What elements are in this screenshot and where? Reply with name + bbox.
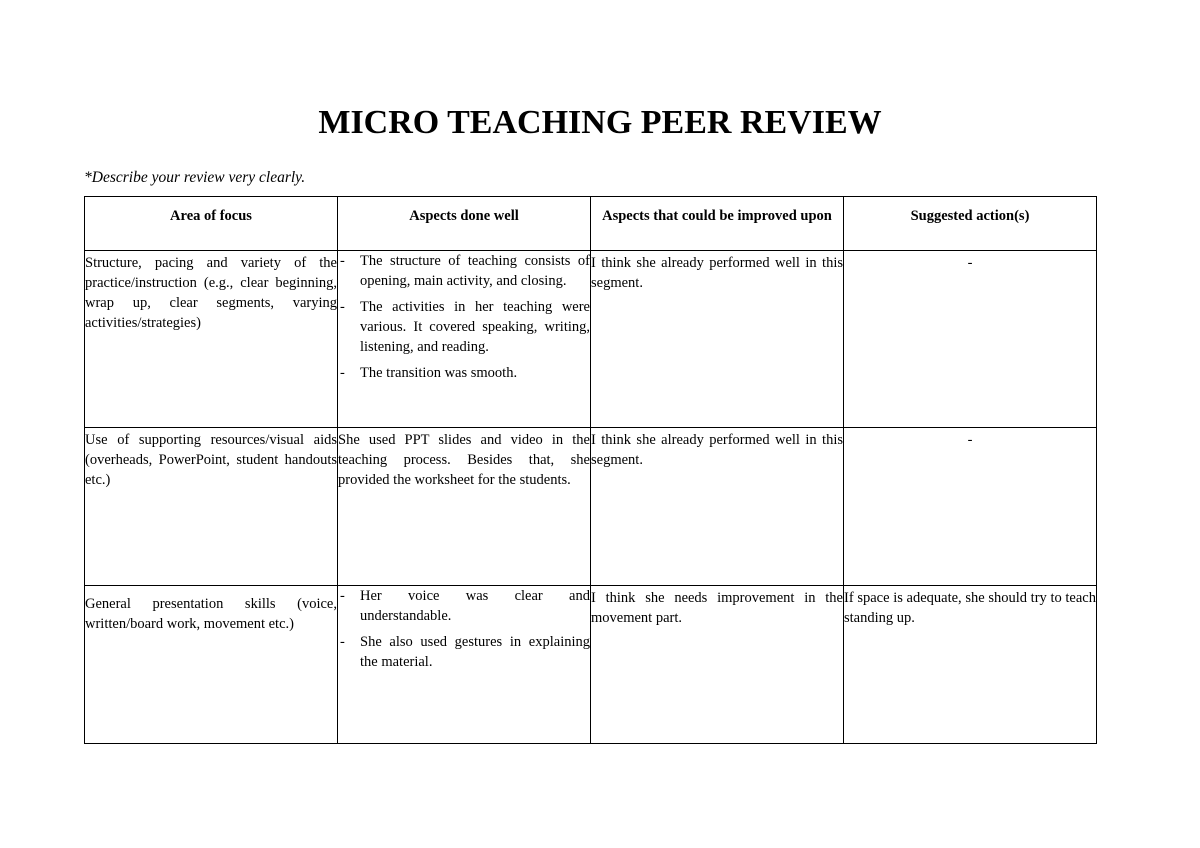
action-cell bbox=[844, 586, 1097, 744]
header-aspects-done-well: Aspects done well bbox=[338, 197, 591, 251]
improve-text: I think she needs improvement in the movement part. bbox=[591, 590, 843, 626]
improve-cell bbox=[591, 428, 844, 586]
improve-text: I think she already performed well in this segment. bbox=[591, 255, 843, 291]
page-title: MICRO TEACHING PEER REVIEW bbox=[318, 104, 882, 141]
improve-cell bbox=[591, 251, 844, 428]
done-well-cell bbox=[338, 428, 591, 586]
action-cell bbox=[844, 428, 1097, 586]
header-aspects-to-improve: Aspects that could be improved upon bbox=[591, 197, 844, 251]
list-item: - Her voice was clear and understandable. bbox=[338, 586, 590, 626]
header-row bbox=[85, 197, 1097, 251]
table-row bbox=[85, 428, 1097, 586]
table-row bbox=[85, 251, 1097, 428]
done-well-list bbox=[338, 251, 590, 383]
instruction-note: *Describe your review very clearly. bbox=[84, 169, 306, 186]
header-area-of-focus: Area of focus bbox=[85, 197, 338, 251]
area-text: Structure, pacing and variety of the practice/instruction (e.g., clear beginning, wrap up, clear segments, varying activities/strategies) bbox=[85, 255, 337, 331]
header-suggested-actions: Suggested action(s) bbox=[844, 197, 1097, 251]
peer-review-table bbox=[84, 196, 1097, 744]
list-item: - The activities in her teaching were various. It covered speaking, writing, listening, and reading. bbox=[338, 297, 590, 357]
area-text: Use of supporting resources/visual aids (overheads, PowerPoint, student handouts etc.) bbox=[85, 432, 337, 488]
done-well-cell bbox=[338, 586, 591, 744]
action-cell bbox=[844, 251, 1097, 428]
area-cell bbox=[85, 251, 338, 428]
action-text: If space is adequate, she should try to teach standing up. bbox=[844, 590, 1096, 626]
improve-text: I think she already performed well in this segment. bbox=[591, 432, 843, 468]
done-well-list bbox=[338, 586, 590, 672]
area-cell bbox=[85, 586, 338, 744]
area-cell bbox=[85, 428, 338, 586]
action-text: - bbox=[967, 255, 973, 271]
done-well-text: She used PPT slides and video in the teaching process. Besides that, she provided the worksheet for the students. bbox=[338, 432, 590, 488]
done-well-cell bbox=[338, 251, 591, 428]
improve-cell bbox=[591, 586, 844, 744]
list-item: - The structure of teaching consists of opening, main activity, and closing. bbox=[338, 251, 590, 291]
list-item: - The transition was smooth. bbox=[338, 363, 590, 383]
area-text: General presentation skills (voice, written/board work, movement etc.) bbox=[85, 596, 337, 632]
list-item: - She also used gestures in explaining the material. bbox=[338, 632, 590, 672]
table-row bbox=[85, 586, 1097, 744]
action-text: - bbox=[967, 432, 973, 448]
